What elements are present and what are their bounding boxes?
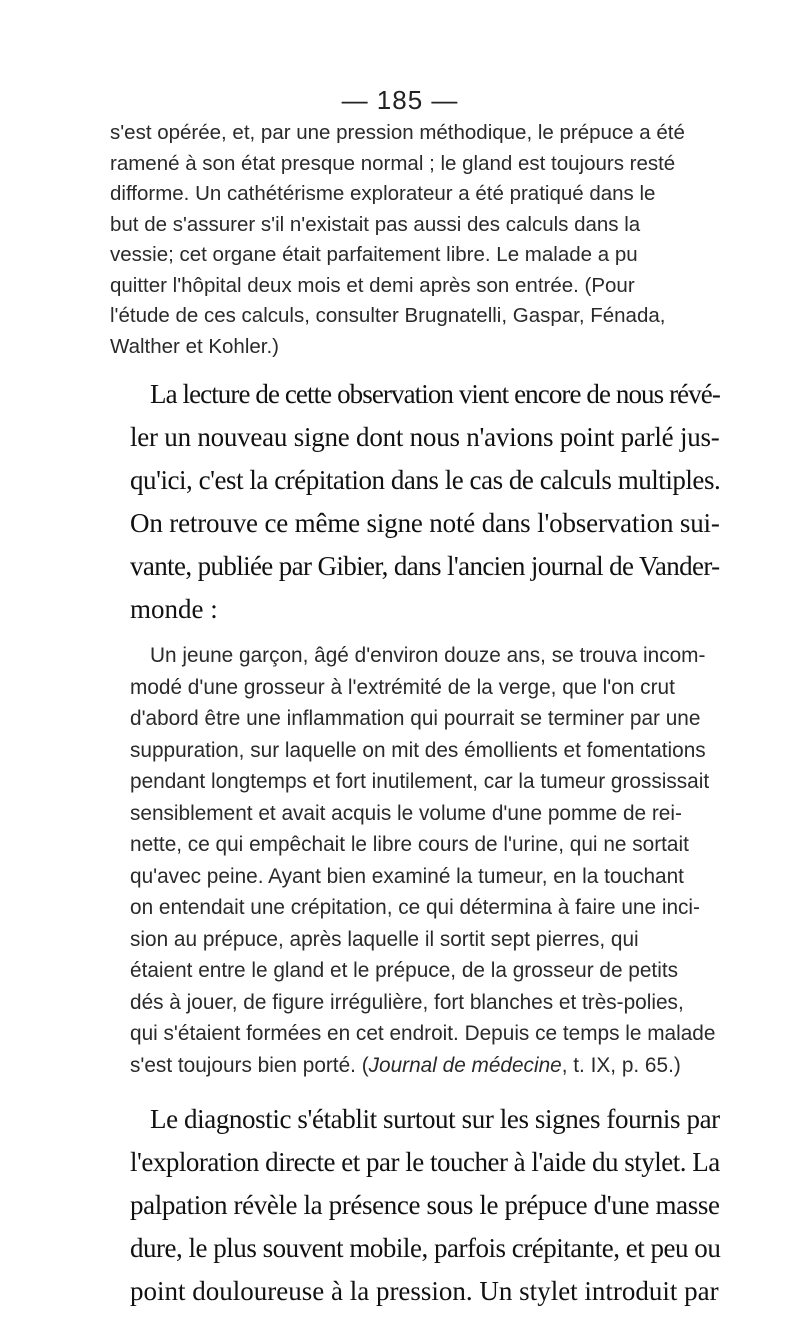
paragraph-gibier-observation <box>110 640 720 1081</box>
text-line: suppuration, sur laquelle on mit des émollients et fomentations <box>130 738 706 762</box>
text-line: vessie; cet organe était parfaitement libre. Le malade a pu <box>110 243 638 266</box>
text-line: pendant longtemps et fort inutilement, car la tumeur grossissait <box>130 770 710 793</box>
text-line: Le diagnostic s'établit surtout sur les signes fournis par <box>150 1104 720 1134</box>
text-line: nette, ce qui empêchait le libre cours de l'urine, qui ne sortait <box>130 833 689 856</box>
text-line: étaient entre le gland et le prépuce, de la grosseur de petits <box>130 959 679 982</box>
page-number: — 185 — <box>341 85 459 115</box>
text-line: On retrouve ce même signe noté dans l'observation sui- <box>130 508 720 538</box>
text-line: modé d'une grosseur à l'extrémité de la verge, que l'on crut <box>130 675 675 699</box>
text-line: sion au prépuce, après laquelle il sortit sept pierres, qui <box>130 927 639 951</box>
text-line: qu'ici, c'est la crépitation dans le cas de calculs multiples. <box>130 465 721 495</box>
text-line: difforme. Un cathétérisme explorateur a été pratiqué dans le <box>110 182 656 205</box>
text-line: dure, le plus souvent mobile, parfois crépitante, et peu ou <box>130 1233 721 1263</box>
paragraph-case-conclusion <box>110 118 720 362</box>
text-line: La lecture de cette observation vient encore de nous révé- <box>150 379 720 409</box>
text-line: l'exploration directe et par le toucher à l'aide du stylet. La <box>130 1147 720 1177</box>
text-line: d'abord être une inflammation qui pourrait se terminer par une <box>130 707 701 730</box>
paragraph-diagnosis <box>110 1098 720 1313</box>
text-line: Un jeune garçon, âgé d'environ douze ans, se trouva incom- <box>150 644 706 667</box>
text-line: s'est opérée, et, par une pression méthodique, le prépuce a été <box>110 121 685 144</box>
journal-title: Journal de médecine <box>368 1053 562 1077</box>
text-line: ramené à son état presque normal ; le gland est toujours resté <box>110 151 676 175</box>
text-line: but de s'assurer s'il n'existait pas aussi des calculs dans la <box>110 212 641 236</box>
citation-reference: , t. IX, p. 65.) <box>561 1053 681 1077</box>
text-line: dés à jouer, de figure irrégulière, fort blanches et très-polies, <box>130 990 684 1014</box>
text-line: ler un nouveau signe dont nous n'avions point parlé jus- <box>130 422 720 452</box>
text-line: palpation révèle la présence sous le prépuce d'une masse <box>130 1190 720 1220</box>
text-line: on entendait une crépitation, ce qui détermina à faire une inci- <box>130 896 700 919</box>
text-line: Walther et Kohler.) <box>110 334 280 358</box>
text-line: sensiblement et avait acquis le volume d'une pomme de rei- <box>130 801 682 825</box>
citation-line <box>110 1050 720 1082</box>
text-line: qu'avec peine. Ayant bien examiné la tumeur, en la touchant <box>130 864 684 888</box>
text-line: quitter l'hôpital deux mois et demi après son entrée. (Pour <box>110 273 635 297</box>
text-line: point douloureuse à la pression. Un stylet introduit par <box>130 1276 719 1306</box>
text-line: qui s'étaient formées en cet endroit. Depuis ce temps le malade <box>130 1022 716 1045</box>
text-line: monde : <box>130 594 218 624</box>
text-line: vante, publiée par Gibier, dans l'ancien journal de Vander- <box>130 551 720 581</box>
text-line: l'étude de ces calculs, consulter Brugnatelli, Gaspar, Fénada, <box>110 304 666 327</box>
citation-lead: s'est toujours bien porté. ( <box>130 1053 369 1077</box>
paragraph-crepitation-sign <box>110 373 720 631</box>
